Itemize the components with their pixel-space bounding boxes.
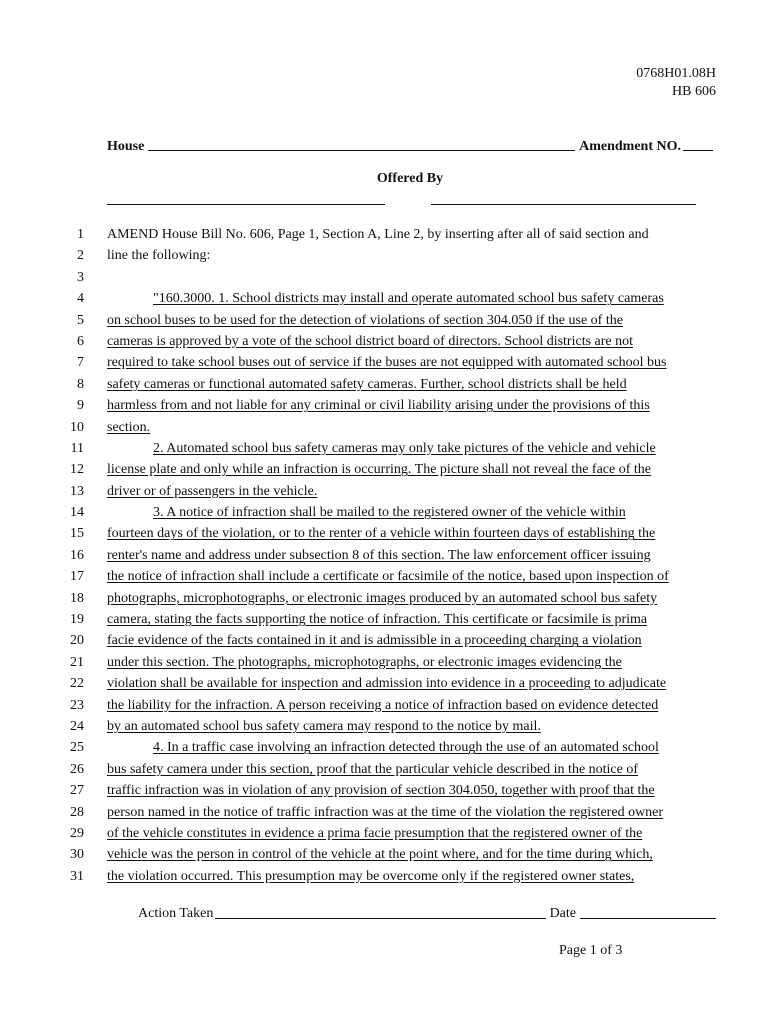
bill-line: [0, 288, 770, 309]
doc-code: 0768H01.08H: [636, 66, 716, 81]
house-blank-line: [148, 150, 575, 151]
line-text: on school buses to be used for the detection of violations of section 304.050 if the use of the: [107, 312, 623, 328]
bill-line: [0, 331, 770, 352]
line-text: person named in the notice of traffic infraction was at the time of the violation the registered owner: [107, 804, 664, 820]
bill-line: [0, 523, 770, 544]
action-taken-label: Action Taken: [138, 906, 214, 921]
bill-line: [0, 866, 770, 887]
line-text: cameras is approved by a vote of the school district board of directors. School districts are not: [107, 333, 634, 349]
bill-line: [0, 737, 770, 758]
bill-line: [0, 695, 770, 716]
bill-ref: HB 606: [672, 84, 716, 99]
page-number: Page 1 of 3: [559, 943, 623, 958]
line-text: violation shall be available for inspection and admission into evidence in a proceeding to adjudicate: [107, 676, 667, 692]
line-text: the violation occurred. This presumption may be overcome only if the registered owner states,: [107, 868, 635, 884]
bill-line: [0, 395, 770, 416]
line-number: 23: [70, 697, 84, 713]
line-number: 21: [70, 654, 84, 670]
bill-line: [0, 310, 770, 331]
bill-text: [0, 224, 770, 887]
action-footer: [138, 906, 716, 922]
amendment-number-blank: [683, 150, 713, 151]
bill-line: [0, 545, 770, 566]
line-text: the notice of infraction shall include a certificate or facsimile of the notice, based upon inspection of: [107, 569, 669, 585]
bill-line: [0, 374, 770, 395]
line-number: 12: [70, 462, 84, 478]
bill-line: [0, 823, 770, 844]
line-number: 11: [70, 440, 84, 456]
bill-line: [0, 566, 770, 587]
line-text: under this section. The photographs, microphotographs, or electronic images evidencing the: [107, 654, 622, 670]
line-number: 13: [70, 483, 84, 499]
line-number: 22: [70, 676, 84, 692]
bill-line: [0, 245, 770, 266]
bill-line: [0, 438, 770, 459]
line-number: 5: [77, 312, 84, 328]
line-number: 8: [77, 376, 84, 392]
bill-line: [0, 630, 770, 651]
line-text: by an automated school bus safety camera may respond to the notice by mail.: [107, 718, 541, 734]
document-header: [636, 65, 716, 101]
bill-line: [0, 459, 770, 480]
line-text: safety cameras or functional automated safety cameras. Further, school districts shall be held: [107, 376, 627, 392]
line-number: 15: [70, 526, 84, 542]
line-text: fourteen days of the violation, or to the renter of a vehicle within fourteen days of establishing the: [107, 526, 656, 542]
line-text: required to take school buses out of service if the buses are not equipped with automated school bus: [107, 355, 667, 371]
date-blank: [580, 918, 716, 919]
bill-line: [0, 609, 770, 630]
line-text: the liability for the infraction. A person receiving a notice of infraction based on evidence detected: [107, 697, 659, 713]
amendment-label: Amendment NO.: [579, 139, 681, 154]
line-number: 9: [77, 398, 84, 414]
bill-line: [0, 352, 770, 373]
line-text: vehicle was the person in control of the vehicle at the point where, and for the time during which,: [107, 847, 653, 863]
bill-line: [0, 780, 770, 801]
line-text: section.: [107, 419, 151, 435]
bill-line: [0, 652, 770, 673]
bill-line: [0, 481, 770, 502]
line-text: license plate and only while an infraction is occurring. The picture shall not reveal the face of the: [107, 462, 651, 478]
line-text: AMEND House Bill No. 606, Page 1, Section A, Line 2, by inserting after all of said section and: [107, 227, 649, 242]
line-number: 19: [70, 612, 84, 628]
line-number: 14: [70, 505, 84, 521]
line-number: 20: [70, 633, 84, 649]
line-number: 6: [77, 333, 84, 349]
house-amendment-row: [107, 135, 713, 155]
sponsor-signature-line-right: [431, 204, 696, 205]
line-text: of the vehicle constitutes in evidence a prima facie presumption that the registered owner of the: [107, 825, 643, 841]
line-number: 3: [77, 269, 84, 285]
bill-line: [0, 673, 770, 694]
line-text: harmless from and not liable for any criminal or civil liability arising under the provisions of this: [107, 398, 650, 414]
line-number: 1: [77, 227, 84, 242]
line-number: 18: [70, 590, 84, 606]
line-text: driver or of passengers in the vehicle.: [107, 483, 318, 499]
line-number: 29: [70, 825, 84, 841]
line-number: 4: [77, 291, 84, 307]
line-number: 27: [70, 783, 84, 799]
bill-line: [0, 224, 770, 245]
bill-line: [0, 502, 770, 523]
bill-line: [0, 844, 770, 865]
line-text: 4. In a traffic case involving an infraction detected through the use of an automated school: [153, 740, 659, 756]
line-text: line the following:: [107, 248, 211, 264]
line-number: 31: [70, 868, 84, 884]
date-label: Date: [549, 906, 576, 921]
line-text: 3. A notice of infraction shall be mailed to the registered owner of the vehicle within: [153, 505, 626, 521]
line-number: 2: [77, 248, 84, 264]
line-text: traffic infraction was in violation of any provision of section 304.050, together with proof that the: [107, 783, 655, 799]
line-text: camera, stating the facts supporting the notice of infraction. This certificate or facsimile is prima: [107, 612, 648, 628]
line-number: 10: [70, 419, 84, 435]
bill-line: [0, 802, 770, 823]
line-text: photographs, microphotographs, or electronic images produced by an automated school bus safety: [107, 590, 658, 606]
bill-line: [0, 417, 770, 438]
line-number: 24: [70, 718, 84, 734]
line-number: 28: [70, 804, 84, 820]
line-number: 30: [70, 847, 84, 863]
offered-by-label: Offered By: [376, 171, 444, 186]
line-number: 17: [70, 569, 84, 585]
bill-line: [0, 267, 770, 288]
line-number: 7: [77, 355, 84, 371]
bill-line: [0, 716, 770, 737]
action-taken-blank: [215, 918, 545, 919]
line-number: 25: [70, 740, 84, 756]
house-label: House: [107, 139, 145, 154]
line-number: 26: [70, 761, 84, 777]
line-text: bus safety camera under this section, proof that the particular vehicle described in the notice of: [107, 761, 639, 777]
bill-line: [0, 588, 770, 609]
sponsor-signature-line-left: [107, 204, 385, 205]
line-text: facie evidence of the facts contained in it and is admissible in a proceeding charging a violation: [107, 633, 642, 649]
line-text: renter's name and address under subsection 8 of this section. The law enforcement officer issuing: [107, 547, 651, 563]
bill-line: [0, 759, 770, 780]
line-text: 2. Automated school bus safety cameras may only take pictures of the vehicle and vehicle: [153, 440, 656, 456]
line-text: "160.3000. 1. School districts may install and operate automated school bus safety cameras: [153, 291, 664, 307]
line-number: 16: [70, 547, 84, 563]
